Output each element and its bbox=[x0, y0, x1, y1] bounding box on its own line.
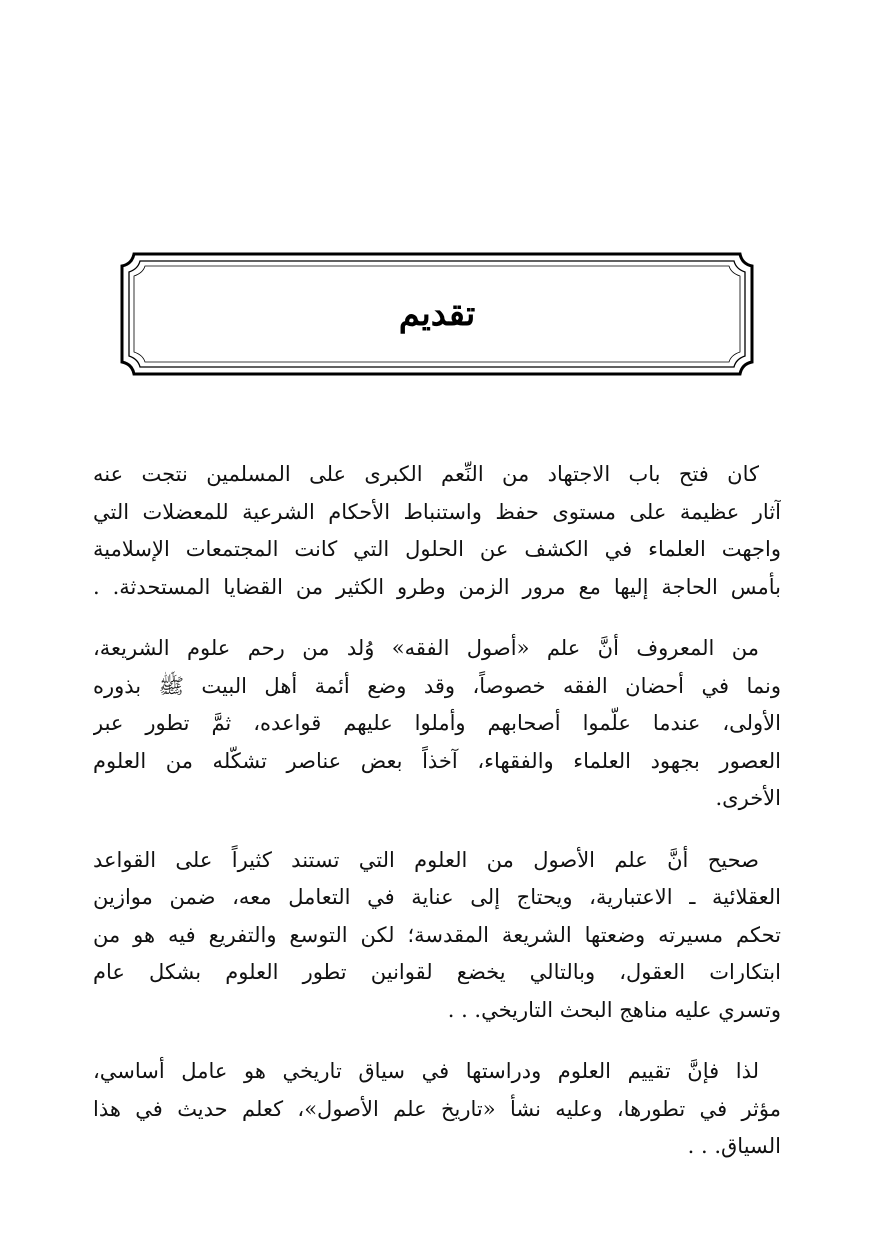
text-line: مؤثر في تطورها، وعليه نشأ «تاريخ علم الأصول»، كعلم حديث في هذا bbox=[93, 1096, 781, 1121]
title-frame bbox=[120, 252, 754, 376]
paragraph-4 bbox=[93, 1053, 781, 1166]
text-line: واجهت العلماء في الكشف عن الحلول التي كانت المجتمعات الإسلامية bbox=[93, 537, 781, 561]
text-line: الأولى، عندما علّموا أصحابهم وأملوا عليهم قواعده، ثمَّ تطور عبر bbox=[93, 711, 781, 735]
text-line: العقلائية ـ الاعتبارية، ويحتاج إلى عناية في التعامل معه، ضمن موازين bbox=[93, 885, 781, 909]
text-line: من المعروف أنَّ علم «أصول الفقه» وُلد من رحم علوم الشريعة، bbox=[93, 636, 759, 660]
body-text bbox=[93, 456, 781, 1190]
text-line: تحكم مسيرته وضعتها الشريعة المقدسة؛ لكن التوسع والتفريع فيه هو من bbox=[93, 922, 781, 947]
paragraph-1 bbox=[93, 456, 781, 606]
text-line: الأخرى. bbox=[715, 786, 781, 810]
paragraph-3 bbox=[93, 842, 781, 1030]
text-line: السياق. . . bbox=[687, 1134, 781, 1158]
text-line: بأمس الحاجة إليها مع مرور الزمن وطرو الكثير من القضايا المستحدثة. . bbox=[93, 574, 781, 599]
text-line: العصور بجهود العلماء والفقهاء، آخذاً بعض عناصر تشكّله من العلوم bbox=[93, 748, 781, 773]
text-line: صحيح أنَّ علم الأصول من العلوم التي تستند كثيراً على القواعد bbox=[93, 847, 759, 872]
text-line: ونما في أحضان الفقه خصوصاً، وقد وضع أئمة أهل البيت ﷺ بذوره bbox=[93, 673, 781, 698]
page-title: تقديم bbox=[398, 294, 476, 334]
text-line: لذا فإنَّ تقييم العلوم ودراستها في سياق تاريخي هو عامل أساسي، bbox=[93, 1059, 759, 1083]
text-line: كان فتح باب الاجتهاد من النِّعم الكبرى على المسلمين نتجت عنه bbox=[93, 462, 759, 486]
paragraph-2 bbox=[93, 630, 781, 818]
text-line: آثار عظيمة على مستوى حفظ واستنباط الأحكام الشرعية للمعضلات التي bbox=[93, 499, 781, 524]
text-line: وتسري عليه مناهج البحث التاريخي. . . bbox=[447, 997, 781, 1022]
text-line: ابتكارات العقول، وبالتالي يخضع لقوانين تطور العلوم بشكل عام bbox=[93, 960, 781, 984]
